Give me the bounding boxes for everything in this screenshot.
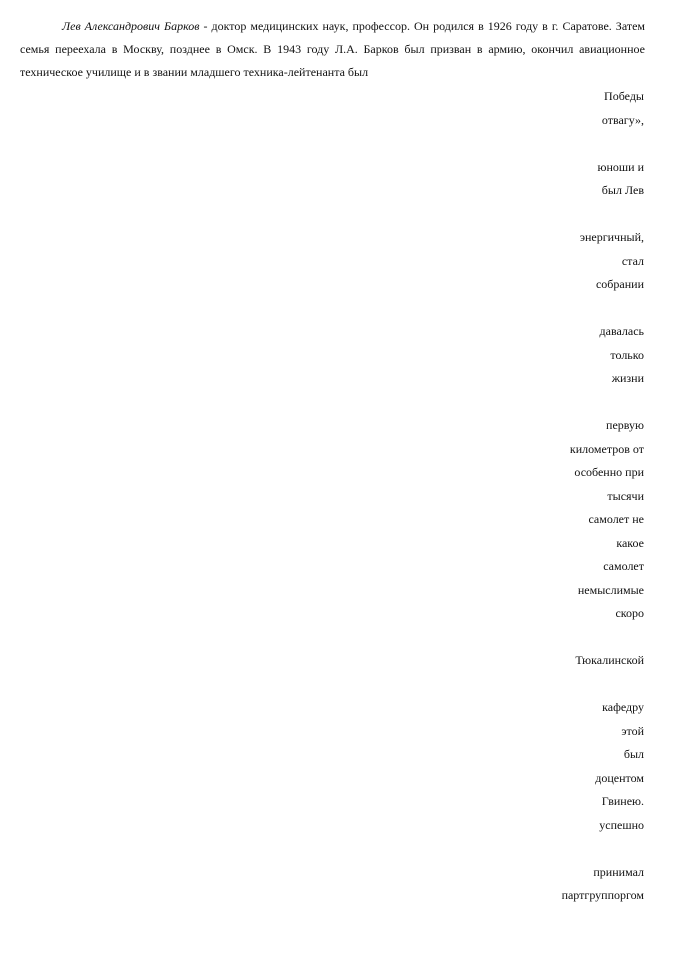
blank-line: [562, 132, 644, 156]
author-name: Лев Александрович Барков: [62, 19, 200, 33]
intro-text: - доктор медицинских наук, профессор. Он родился в 1926 году в г. Саратове. Затем семья переехала в Москву, позднее в Омск. В 1943 году Л.А. Барков был призван в армию, окончил авиационное техническое училище и в звании младшего техника-лейтенанта был: [20, 19, 645, 79]
text-fragment: собрании: [595, 277, 644, 291]
blank-line: [562, 673, 644, 697]
text-fragment: принимал: [593, 864, 644, 879]
text-fragment: энергичный,: [579, 230, 644, 244]
text-fragment: самолет не: [588, 512, 644, 526]
text-fragment: немыслимые: [577, 582, 644, 597]
text-fragment: скоро: [615, 606, 644, 620]
text-fragment: жизни: [611, 371, 644, 385]
blank-line: [562, 626, 644, 650]
text-fragment: давалась: [599, 324, 644, 338]
text-fragment: доцентом: [595, 770, 644, 785]
text-fragment: Победы: [604, 89, 644, 103]
text-fragment: Тюкалинской: [575, 653, 644, 667]
text-fragment: стал: [621, 253, 644, 268]
text-fragment: этой: [621, 723, 644, 738]
text-fragment: какое: [616, 535, 644, 550]
blank-line: [562, 297, 644, 321]
text-fragment: первую: [606, 418, 644, 432]
blank-line: [562, 391, 644, 415]
text-fragment: юноши и: [597, 159, 644, 174]
text-fragment: был: [623, 747, 644, 761]
text-fragment: особенно при: [574, 465, 644, 479]
text-fragment: Гвинею.: [601, 794, 644, 808]
right-column-fragments: [562, 85, 644, 908]
blank-line: [562, 203, 644, 227]
text-fragment: отвагу»,: [601, 112, 644, 127]
intro-paragraph: [20, 15, 645, 84]
blank-line: [562, 837, 644, 861]
text-fragment: тысячи: [607, 488, 644, 503]
text-fragment: успешно: [599, 817, 644, 832]
text-fragment: был Лев: [601, 183, 644, 197]
text-fragment: самолет: [603, 559, 644, 573]
text-fragment: партгруппоргом: [561, 888, 644, 902]
text-fragment: кафедру: [602, 700, 644, 714]
text-fragment: только: [610, 347, 644, 362]
text-fragment: километров от: [569, 441, 644, 456]
